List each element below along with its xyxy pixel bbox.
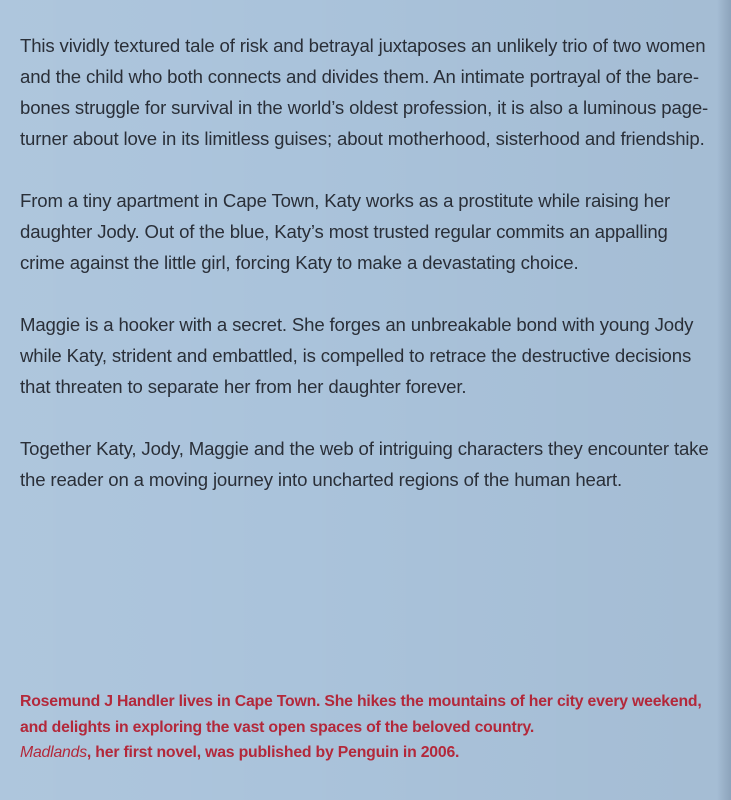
book-title: Madlands <box>20 744 87 761</box>
author-bio-text: Rosemund J Handler lives in Cape Town. She hikes the mountains of her city every weekend, and delights in exploring the vast open spaces of the beloved country. <box>20 693 702 736</box>
blurb-text <box>20 30 715 526</box>
author-bio-text-end: , her first novel, was published by Penguin in 2006. <box>86 744 460 761</box>
blurb-paragraph-1: This vividly textured tale of risk and betrayal juxtaposes an unlikely trio of two women and the child who both connects and divides them. An intimate portrayal of the bare-bones struggle for survival in the world’s oldest profession, it is also a luminous page-turner about love in its limitless guises; about motherhood, sisterhood and friendship. <box>20 35 709 149</box>
blurb-paragraph-4: Together Katy, Jody, Maggie and the web of intriguing characters they encounter take the reader on a moving journey into uncharted regions of the human heart. <box>20 438 709 490</box>
author-bio <box>20 689 720 766</box>
blurb-paragraph-2: From a tiny apartment in Cape Town, Katy works as a prostitute while raising her daughter Jody. Out of the blue, Katy’s most trusted regular commits an appalling crime against the little girl, forcing Katy to make a devastating choice. <box>20 190 671 273</box>
cover-edge-shadow <box>717 0 731 800</box>
blurb-paragraph-3: Maggie is a hooker with a secret. She forges an unbreakable bond with young Jody while Katy, strident and embattled, is compelled to retrace the destructive decisions that threaten to separate her from her daughter forever. <box>20 314 694 397</box>
